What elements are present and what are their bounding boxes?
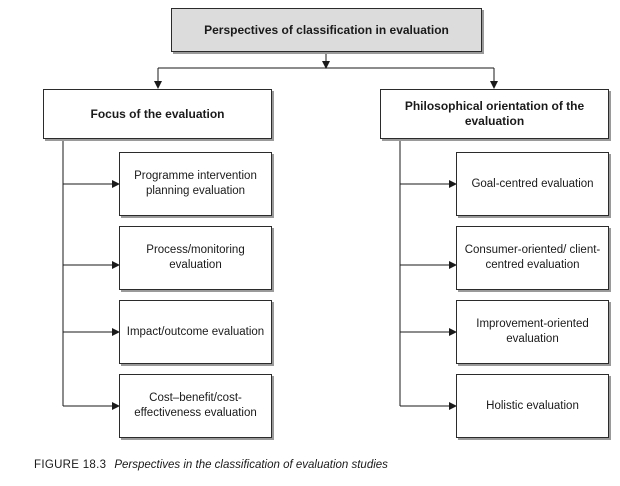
focus-item-4 (119, 374, 272, 438)
philosophy-item-1-label: Goal-centred evaluation (471, 177, 594, 190)
focus-item-2 (119, 226, 272, 290)
philosophy-item-2-label: Consumer-oriented/ client-centred evaluation (464, 244, 601, 271)
philosophy-item-3 (456, 300, 609, 364)
figure-title: Perspectives in the classification of evaluation studies (114, 459, 388, 471)
focus-node-label: Focus of the evaluation (90, 106, 225, 121)
root-node (171, 8, 482, 52)
figure-number: FIGURE 18.3 (34, 459, 107, 471)
focus-item-1-label: Programme intervention planning evaluation (134, 170, 257, 197)
focus-item-1 (119, 152, 272, 216)
philosophy-item-2 (456, 226, 609, 290)
focus-item-4-label: Cost–benefit/cost-effectiveness evaluation (134, 392, 257, 419)
figure-caption (34, 459, 388, 471)
philosophy-item-4 (456, 374, 609, 438)
focus-item-3 (119, 300, 272, 364)
focus-item-2-label: Process/monitoring evaluation (146, 244, 245, 271)
philosophy-node-label: Philosophical orientation of the evaluation (404, 99, 585, 128)
philosophy-node (380, 89, 609, 139)
focus-item-3-label: Impact/outcome evaluation (126, 325, 265, 338)
philosophy-item-1 (456, 152, 609, 216)
philosophy-item-4-label: Holistic evaluation (486, 399, 579, 412)
focus-node (43, 89, 272, 139)
root-node-label: Perspectives of classification in evaluation (204, 23, 449, 37)
philosophy-item-3-label: Improvement-oriented evaluation (476, 318, 589, 345)
